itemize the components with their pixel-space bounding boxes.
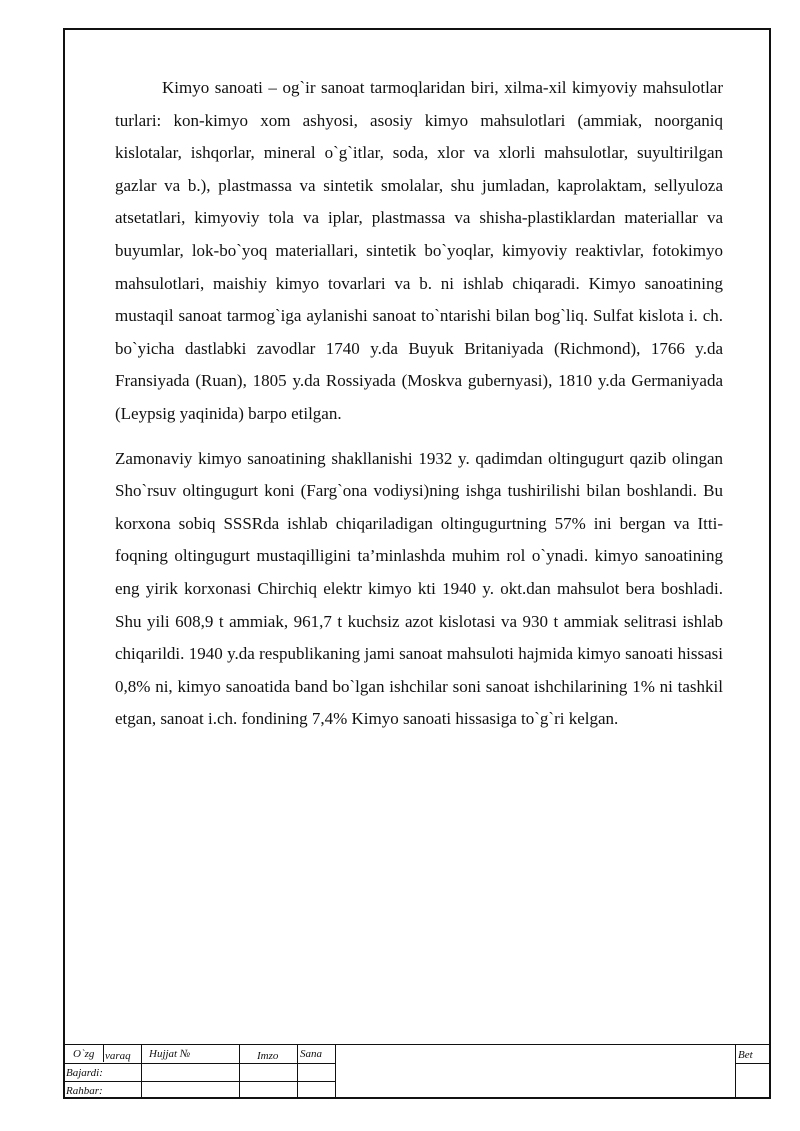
bet-label: Bet xyxy=(738,1049,753,1061)
title-block xyxy=(63,1044,771,1099)
paragraph-2: Zamonaviy kimyo sanoatining shakllanishi 1932 y. qadimdan oltingugurt qazib olingan Sho`rsuv oltingugurt koni (Farg`ona vodiysi)ning ishga tushirilishi bilan boshlandi. Bu korxona sobiq SSSRda ishlab chiqariladigan oltingugurtning 57% ini bergan va Itti-foqning oltingugurt mustaqilligini ta’minlashda muhim rol o`ynadi. kimyo sanoatining eng yirik korxonasi Chirchiq elektr kimyo kti 1940 y. okt.dan mahsulot bera boshladi. Shu yili 608,9 t ammiak, 961,7 t kuchsiz azot kislotasi va 930 t ammiak selitrasi ishlab chiqarildi. 1940 y.da respublikaning jami sanoat mahsuloti hajmida kimyo sanoati hissasi 0,8% ni, kimyo sanoatida band bo`lgan ishchilar soni sanoat ishchilarining 1% ni tashkil etgan, sanoat i.ch. fondining 7,4% Kimyo sanoati hissasiga to`g`ri kelgan. xyxy=(115,448,723,729)
title-block-col-line-1 xyxy=(103,1044,104,1062)
title-block-col-line-4 xyxy=(297,1044,298,1099)
imzo-label: Imzo xyxy=(257,1050,279,1062)
title-block-col-line-2 xyxy=(141,1044,142,1099)
bet-cell-line xyxy=(735,1063,771,1064)
hujjat-label: Hujjat № xyxy=(149,1048,191,1060)
ozg-label: O`zg xyxy=(73,1048,95,1060)
sana-label: Sana xyxy=(300,1048,322,1060)
varaq-label: varaq xyxy=(105,1050,131,1062)
bajardi-label: Bajardi: xyxy=(66,1067,103,1079)
title-block-row-line-1 xyxy=(63,1063,335,1064)
title-block-col-line-6 xyxy=(735,1044,736,1099)
document-body xyxy=(115,72,723,736)
rahbar-label: Rahbar: xyxy=(66,1085,103,1097)
title-block-col-line-5 xyxy=(335,1044,336,1099)
title-block-row-line-2 xyxy=(63,1081,335,1082)
paragraph-1: Kimyo sanoati – og`ir sanoat tarmoqlaridan biri, xilma-xil kimyoviy mahsulotlar turlari: kon-kimyo xom ashyosi, asosiy kimyo mahsulotlari (ammiak, noorganiq kislotalar, ishqorlar, mineral o`g`itlar, soda, xlor va xlorli mahsulotlar, suyultirilgan gazlar va b.), plastmassa va sintetik smolalar, shu jumladan, kaprolaktam, sellyuloza atsetatlari, kimyoviy tola va iplar, plastmassa va shisha-plastiklardan materiallar va buyumlar, lok-bo`yoq materiallari, sintetik bo`yoqlar, kimyoviy reaktivlar, fotokimyo mahsulotlari, maishiy kimyo tovarlari va b. ni ishlab chiqaradi. Kimyo sanoatining mustaqil sanoat tarmog`iga aylanishi sanoat to`ntarishi bilan bog`liq. Sulfat kislota i. ch. bo`yicha dastlabki zavodlar 1740 y.da Buyuk Britaniyada (Richmond), 1766 y.da Fransiyada (Ruan), 1805 y.da Rossiyada (Moskva gubernyasi), 1810 y.da Germaniyada (Leypsig yaqinida) barpo etilgan. xyxy=(115,78,723,423)
title-block-top-line xyxy=(63,1044,771,1045)
title-block-col-line-3 xyxy=(239,1044,240,1099)
